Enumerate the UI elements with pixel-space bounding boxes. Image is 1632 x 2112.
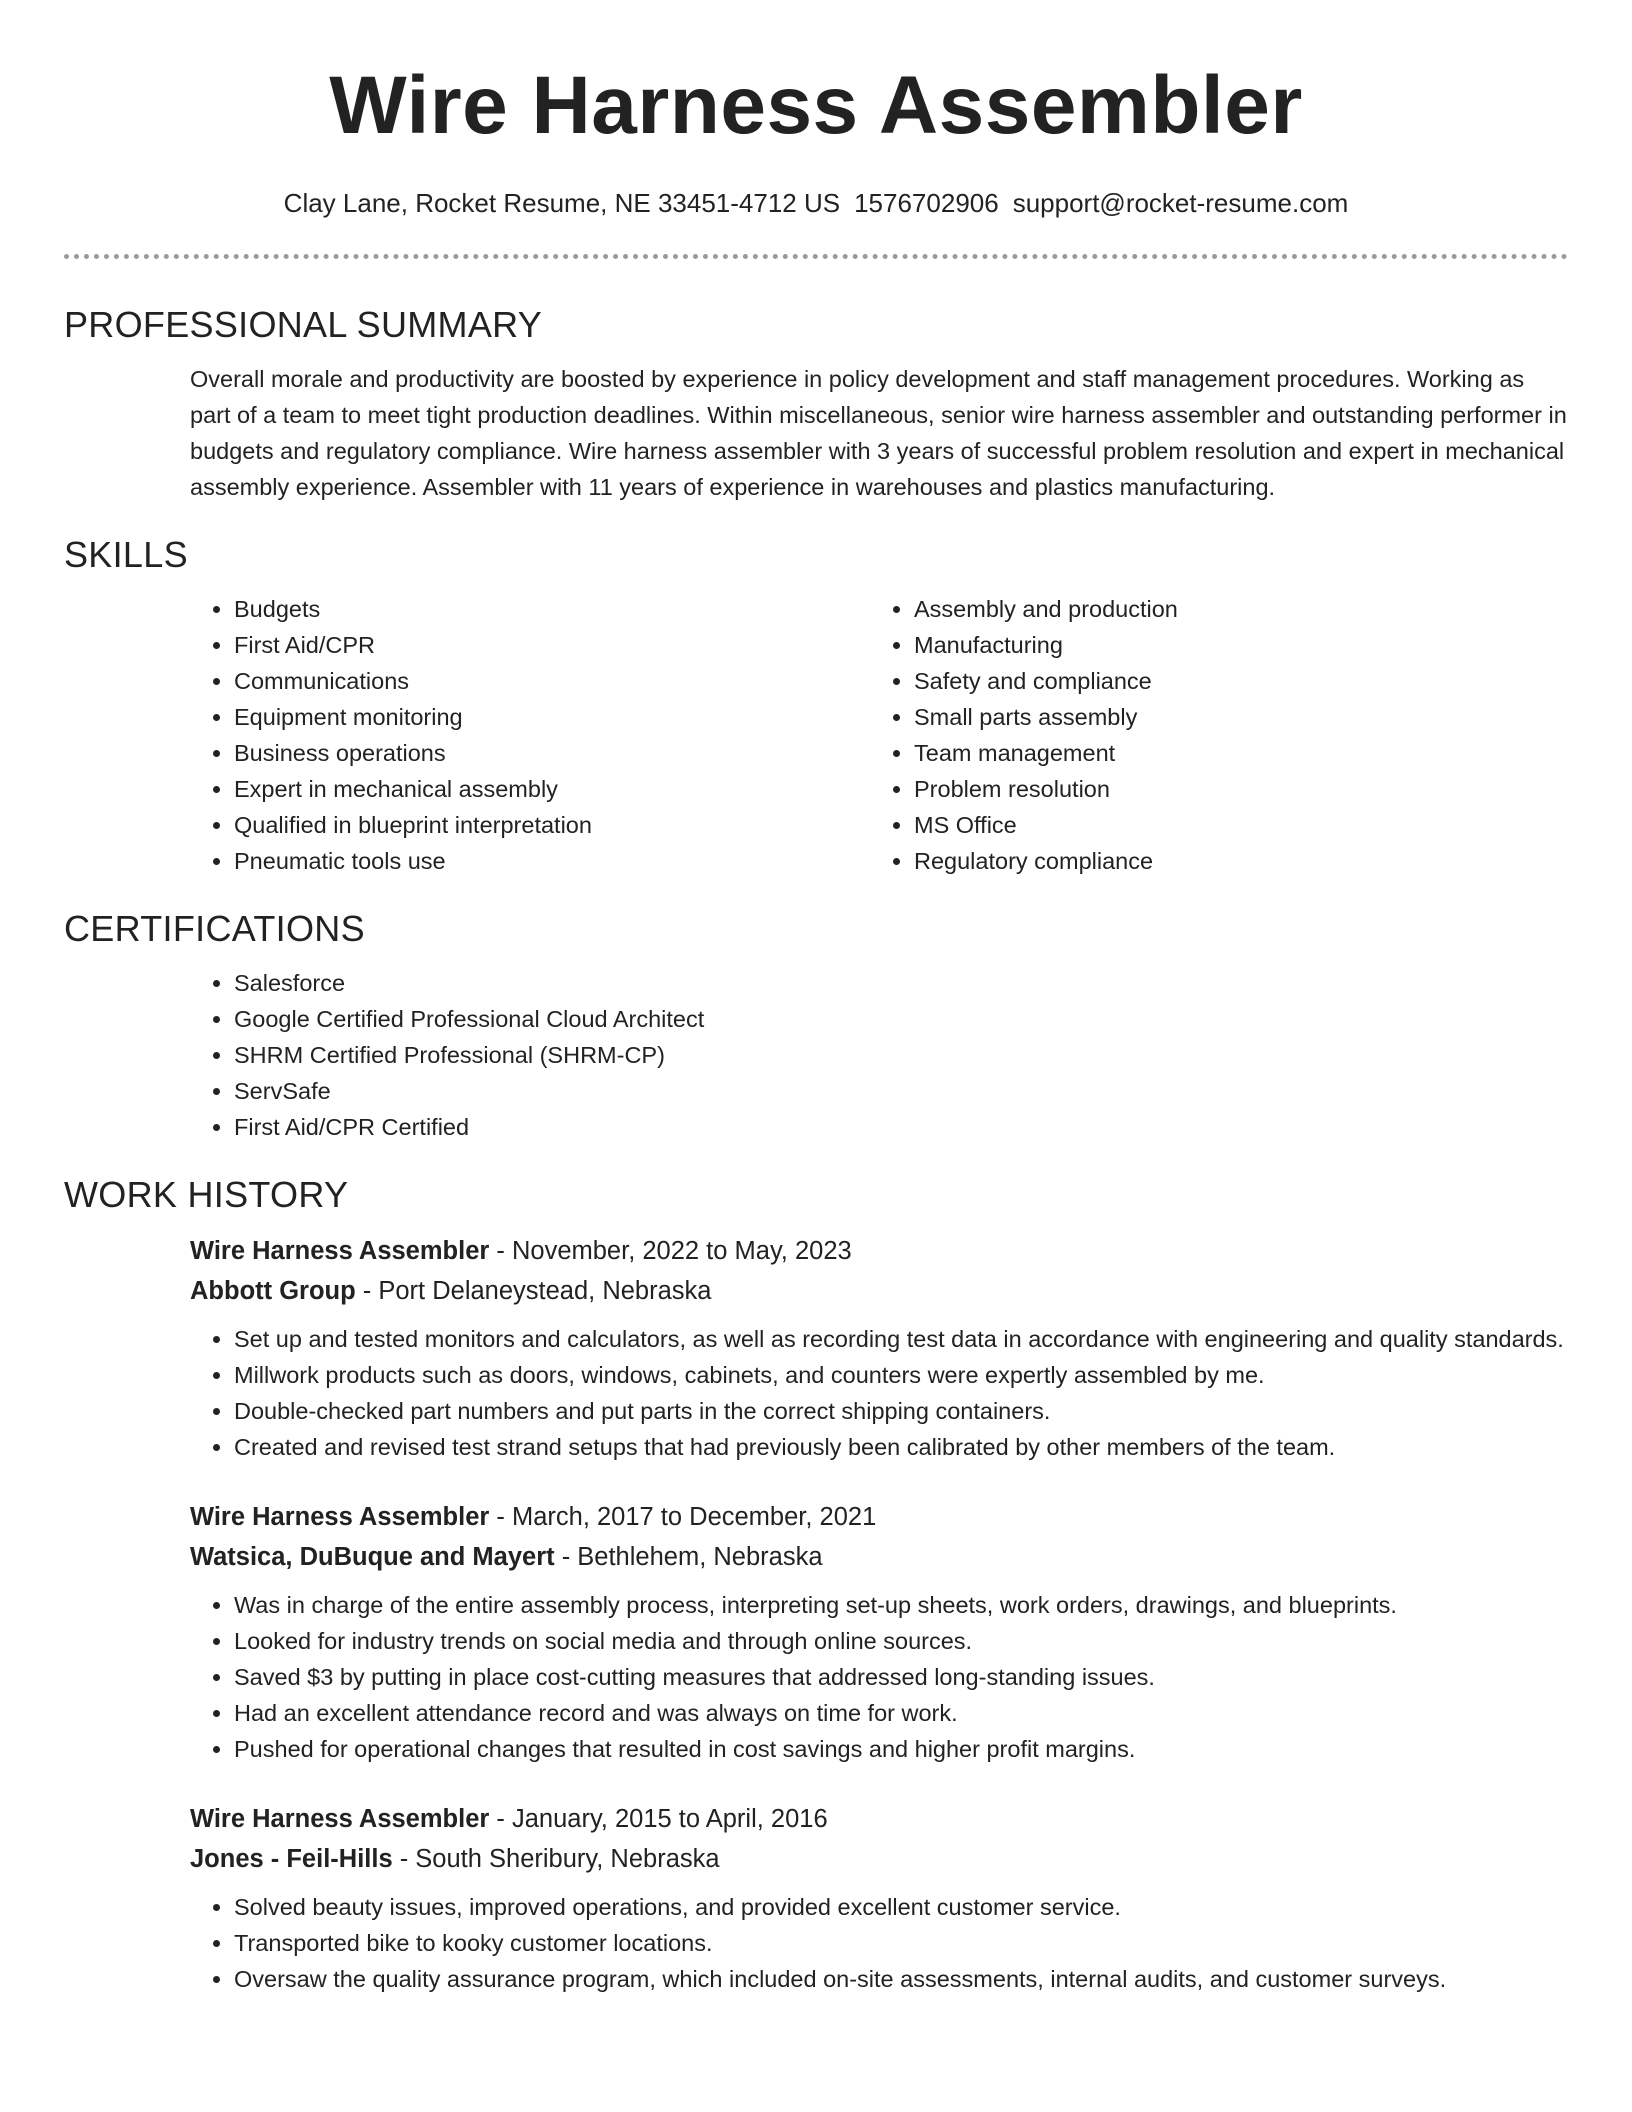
list-item: • SHRM Certified Professional (SHRM-CP) (234, 1037, 1568, 1073)
job-company: Jones - Feil-Hills (190, 1845, 393, 1873)
list-item: • Manufacturing (914, 627, 1550, 663)
list-item: • Pushed for operational changes that resulted in cost savings and higher profit margins. (234, 1731, 1568, 1767)
list-item: • Had an excellent attendance record and was always on time for work. (234, 1695, 1568, 1731)
job-location: - South Sheribury, Nebraska (392, 1845, 720, 1873)
resume-name: Wire Harness Assembler (329, 60, 1303, 151)
list-item: • Budgets (234, 591, 870, 627)
contact-phone: 1576702906 (854, 188, 999, 218)
list-item: • Small parts assembly (914, 699, 1550, 735)
job-entry (190, 1231, 1568, 1465)
list-item: • ServSafe (234, 1073, 1568, 1109)
list-item: • Pneumatic tools use (234, 843, 870, 879)
list-item: • Created and revised test strand setups that had previously been calibrated by other members of the team. (234, 1429, 1568, 1465)
job-entry (190, 1799, 1568, 1997)
job-company-line (190, 1537, 1568, 1577)
job-role: Wire Harness Assembler (190, 1503, 490, 1531)
job-title-line (190, 1231, 1568, 1271)
contact-address: Clay Lane, Rocket Resume, NE 33451-4712 US (283, 188, 841, 218)
job-bullets (190, 1321, 1568, 1465)
list-item: • Salesforce (234, 965, 1568, 1001)
list-item: • Problem resolution (914, 771, 1550, 807)
job-company: Watsica, DuBuque and Mayert (190, 1543, 555, 1571)
certifications-section (64, 907, 1568, 1145)
job-title-line (190, 1497, 1568, 1537)
resume-page (64, 0, 1568, 1997)
list-item: • Oversaw the quality assurance program, which included on-site assessments, internal audits, and customer surveys. (234, 1961, 1568, 1997)
list-item: • Saved $3 by putting in place cost-cutting measures that addressed long-standing issues. (234, 1659, 1568, 1695)
list-item: • Assembly and production (914, 591, 1550, 627)
summary-text: Overall morale and productivity are boosted by experience in policy development and staff management procedures. Working as part of a team to meet tight production deadlines. Within miscellaneous, senior wire harness assembler and outstanding performer in budgets and regulatory compliance. Wire harness assembler with 3 years of successful problem resolution and expert in mechanical assembly experience. Assembler with 11 years of experience in warehouses and plastics manufacturing. (190, 366, 1567, 500)
job-title-line (190, 1799, 1568, 1839)
list-item: • First Aid/CPR (234, 627, 870, 663)
skills-section (64, 533, 1568, 879)
list-item: • MS Office (914, 807, 1550, 843)
list-item: • Set up and tested monitors and calculators, as well as recording test data in accordance with engineering and quality standards. (234, 1321, 1568, 1357)
job-bullets (190, 1587, 1568, 1767)
job-dates: - March, 2017 to December, 2021 (489, 1503, 877, 1531)
job-location: - Port Delaneystead, Nebraska (355, 1277, 712, 1305)
job-company-line (190, 1839, 1568, 1879)
skills-left-list (190, 591, 870, 879)
job-company: Abbott Group (190, 1277, 356, 1305)
list-item: • Equipment monitoring (234, 699, 870, 735)
list-item: • Solved beauty issues, improved operations, and provided excellent customer service. (234, 1889, 1568, 1925)
list-item: • Communications (234, 663, 870, 699)
job-company-line (190, 1271, 1568, 1311)
list-item: • First Aid/CPR Certified (234, 1109, 1568, 1145)
certifications-body (64, 965, 1568, 1145)
list-item: • Double-checked part numbers and put parts in the correct shipping containers. (234, 1393, 1568, 1429)
certifications-title: CERTIFICATIONS (64, 908, 365, 949)
list-item: • Regulatory compliance (914, 843, 1550, 879)
job-dates: - November, 2022 to May, 2023 (489, 1237, 852, 1265)
list-item: • Millwork products such as doors, windows, cabinets, and counters were expertly assembled by me. (234, 1357, 1568, 1393)
list-item: • Safety and compliance (914, 663, 1550, 699)
work-history-body (64, 1231, 1568, 1997)
list-item: • Looked for industry trends on social media and through online sources. (234, 1623, 1568, 1659)
job-role: Wire Harness Assembler (190, 1237, 490, 1265)
summary-section (64, 303, 1568, 505)
certifications-list (190, 965, 1568, 1145)
work-history-title: WORK HISTORY (64, 1174, 349, 1215)
work-history-section (64, 1173, 1568, 1997)
header-divider (64, 254, 1568, 259)
job-dates: - January, 2015 to April, 2016 (489, 1805, 828, 1833)
job-role: Wire Harness Assembler (190, 1805, 490, 1833)
skills-columns (64, 591, 1568, 879)
list-item: • Google Certified Professional Cloud Architect (234, 1001, 1568, 1037)
skills-right-list (870, 591, 1550, 879)
list-item: • Transported bike to kooky customer locations. (234, 1925, 1568, 1961)
list-item: • Qualified in blueprint interpretation (234, 807, 870, 843)
list-item: • Was in charge of the entire assembly process, interpreting set-up sheets, work orders, drawings, and blueprints. (234, 1587, 1568, 1623)
job-entry (190, 1497, 1568, 1767)
contact-line (64, 186, 1568, 220)
contact-email: support@rocket-resume.com (1012, 188, 1349, 218)
list-item: • Expert in mechanical assembly (234, 771, 870, 807)
list-item: • Business operations (234, 735, 870, 771)
skills-title: SKILLS (64, 534, 188, 575)
job-location: - Bethlehem, Nebraska (554, 1543, 823, 1571)
job-bullets (190, 1889, 1568, 1997)
summary-title: PROFESSIONAL SUMMARY (64, 304, 543, 345)
list-item: • Team management (914, 735, 1550, 771)
